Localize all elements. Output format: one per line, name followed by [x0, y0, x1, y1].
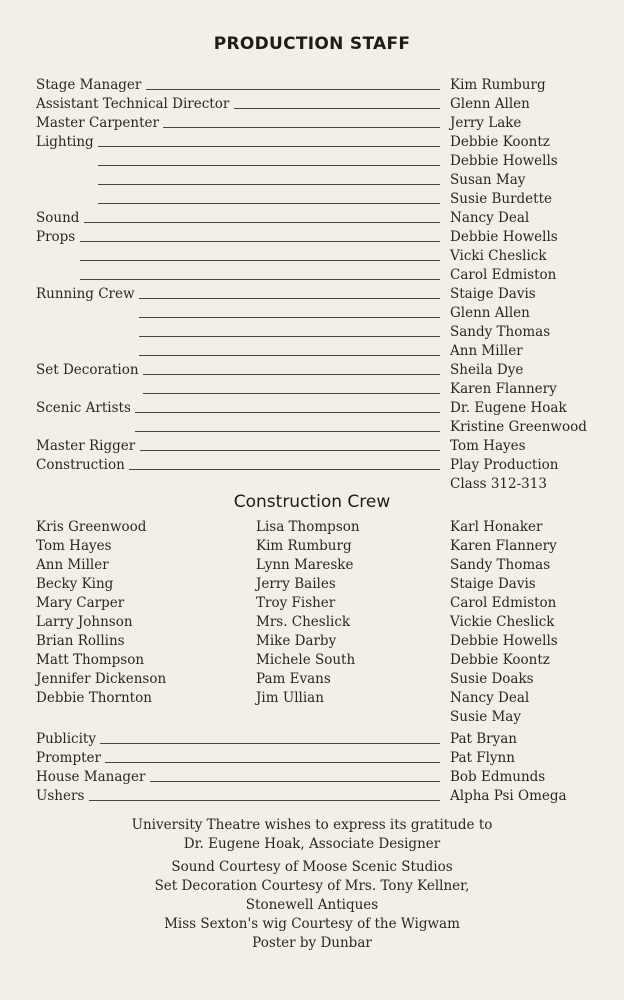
leader-line	[98, 203, 440, 204]
footer-line: Set Decoration Courtesy of Mrs. Tony Kellner,	[154, 878, 470, 894]
staff-role: Assistant Technical Director	[36, 96, 230, 112]
staff-name: Play Production	[450, 457, 559, 473]
crew-member: Debbie Koontz	[450, 652, 550, 668]
crew-member: Ann Miller	[36, 557, 109, 573]
staff-row	[36, 456, 606, 475]
staff-role: Master Carpenter	[36, 115, 159, 131]
crew-member: Debbie Thornton	[36, 690, 152, 706]
staff-name: Sandy Thomas	[450, 324, 551, 340]
leader-line	[140, 450, 440, 451]
crew-member: Susie May	[450, 709, 521, 725]
crew-member: Jerry Bailes	[256, 576, 336, 592]
staff-row	[36, 209, 606, 228]
crew-member: Carol Edmiston	[450, 595, 557, 611]
staff-name: Nancy Deal	[450, 210, 530, 226]
leader-line	[129, 469, 440, 470]
staff-role: Publicity	[36, 731, 96, 747]
leader-line	[80, 241, 440, 242]
staff-name: Vicki Cheslick	[450, 248, 547, 264]
staff-role: Props	[36, 229, 76, 245]
leader-line	[84, 222, 440, 223]
crew-member: Brian Rollins	[36, 633, 125, 649]
staff-row	[36, 730, 606, 749]
crew-member: Lisa Thompson	[256, 519, 360, 535]
staff-name: Dr. Eugene Hoak	[450, 400, 567, 416]
crew-member: Becky King	[36, 576, 114, 592]
crew-member: Michele South	[256, 652, 356, 668]
footer-line: Dr. Eugene Hoak, Associate Designer	[183, 836, 441, 852]
staff-row	[36, 418, 606, 437]
staff-row	[36, 95, 606, 114]
leader-line	[139, 336, 440, 337]
staff-name: Alpha Psi Omega	[450, 788, 567, 804]
crew-row	[36, 613, 606, 632]
crew-row	[36, 556, 606, 575]
leader-line	[98, 165, 440, 166]
crew-member: Pam Evans	[256, 671, 331, 687]
staff-name: Susie Burdette	[450, 191, 553, 207]
staff-name: Debbie Howells	[450, 153, 558, 169]
crew-member: Karl Honaker	[450, 519, 543, 535]
leader-line	[135, 412, 440, 413]
staff-name: Tom Hayes	[450, 438, 526, 454]
footer-line: Sound Courtesy of Moose Scenic Studios	[171, 859, 453, 875]
staff-role: Running Crew	[36, 286, 135, 302]
leader-line	[80, 260, 440, 261]
gratitude-note	[0, 816, 624, 854]
staff-name: Staige Davis	[450, 286, 536, 302]
crew-member: Kris Greenwood	[36, 519, 147, 535]
crew-member: Kim Rumburg	[256, 538, 352, 554]
staff-name: Susan May	[450, 172, 526, 188]
leader-line	[105, 762, 440, 763]
staff-name: Pat Flynn	[450, 750, 515, 766]
leader-line	[146, 89, 440, 90]
staff-row	[36, 768, 606, 787]
crew-member: Tom Hayes	[36, 538, 112, 554]
staff-row	[36, 266, 606, 285]
footer-line: Miss Sexton's wig Courtesy of the Wigwam	[164, 916, 460, 932]
leader-line	[234, 108, 440, 109]
staff-row	[36, 787, 606, 806]
crew-member: Debbie Howells	[450, 633, 558, 649]
leader-line	[150, 781, 440, 782]
footer-line: University Theatre wishes to express its gratitude to	[131, 817, 493, 833]
crew-row	[36, 632, 606, 651]
production-staff-list	[36, 76, 606, 494]
leader-line	[163, 127, 440, 128]
leader-line	[98, 184, 440, 185]
leader-line	[139, 355, 440, 356]
staff-name: Bob Edmunds	[450, 769, 546, 785]
crew-member: Mrs. Cheslick	[256, 614, 351, 630]
staff-name: Debbie Koontz	[450, 134, 550, 150]
staff-row	[36, 749, 606, 768]
staff-row	[36, 171, 606, 190]
staff-role: Construction	[36, 457, 125, 473]
crew-member: Vickie Cheslick	[450, 614, 555, 630]
crew-row	[36, 670, 606, 689]
crew-row	[36, 689, 606, 708]
staff-row	[36, 323, 606, 342]
staff-row	[36, 361, 606, 380]
crew-member: Mary Carper	[36, 595, 125, 611]
staff-role: Lighting	[36, 134, 94, 150]
leader-line	[139, 317, 440, 318]
crew-member: Mike Darby	[256, 633, 337, 649]
leader-line	[89, 800, 440, 801]
front-of-house-list	[36, 730, 606, 806]
credits-block	[0, 858, 624, 953]
crew-member: Sandy Thomas	[450, 557, 551, 573]
staff-name: Ann Miller	[450, 343, 523, 359]
staff-name: Sheila Dye	[450, 362, 524, 378]
footer-line: Poster by Dunbar	[252, 935, 372, 951]
staff-name: Class 312-313	[450, 476, 547, 492]
footer-line: Stonewell Antiques	[245, 897, 379, 913]
crew-member: Jim Ullian	[256, 690, 324, 706]
staff-row	[36, 114, 606, 133]
staff-name: Kim Rumburg	[450, 77, 546, 93]
staff-row	[36, 228, 606, 247]
staff-role: Stage Manager	[36, 77, 142, 93]
staff-role: Ushers	[36, 788, 85, 804]
staff-role: Set Decoration	[36, 362, 139, 378]
staff-row	[36, 399, 606, 418]
crew-member: Susie Doaks	[450, 671, 534, 687]
crew-member: Karen Flannery	[450, 538, 557, 554]
staff-row	[36, 285, 606, 304]
leader-line	[143, 393, 440, 394]
staff-name: Jerry Lake	[450, 115, 522, 131]
staff-row	[36, 133, 606, 152]
staff-row	[36, 152, 606, 171]
staff-name: Pat Bryan	[450, 731, 517, 747]
staff-row	[36, 76, 606, 95]
crew-member: Matt Thompson	[36, 652, 145, 668]
crew-member: Larry Johnson	[36, 614, 133, 630]
staff-name: Karen Flannery	[450, 381, 557, 397]
crew-row	[36, 651, 606, 670]
crew-row	[36, 575, 606, 594]
staff-name: Kristine Greenwood	[450, 419, 587, 435]
crew-row	[36, 537, 606, 556]
leader-line	[135, 431, 440, 432]
crew-row	[36, 708, 606, 727]
staff-row	[36, 342, 606, 361]
staff-role: Prompter	[36, 750, 101, 766]
crew-member: Lynn Mareske	[256, 557, 354, 573]
leader-line	[98, 146, 440, 147]
staff-name: Carol Edmiston	[450, 267, 557, 283]
staff-role: Sound	[36, 210, 80, 226]
staff-name: Glenn Allen	[450, 305, 530, 321]
staff-name: Glenn Allen	[450, 96, 530, 112]
crew-member: Nancy Deal	[450, 690, 530, 706]
staff-row	[36, 380, 606, 399]
leader-line	[139, 298, 440, 299]
leader-line	[143, 374, 440, 375]
construction-crew-title: Construction Crew	[233, 492, 391, 512]
staff-row	[36, 190, 606, 209]
leader-line	[80, 279, 440, 280]
staff-row	[36, 437, 606, 456]
crew-member: Troy Fisher	[256, 595, 336, 611]
staff-role: Master Rigger	[36, 438, 136, 454]
construction-crew-list	[36, 518, 606, 727]
staff-role: House Manager	[36, 769, 146, 785]
crew-member: Jennifer Dickenson	[36, 671, 167, 687]
staff-row	[36, 304, 606, 323]
staff-role: Scenic Artists	[36, 400, 131, 416]
crew-member: Staige Davis	[450, 576, 536, 592]
staff-name: Debbie Howells	[450, 229, 558, 245]
crew-row	[36, 594, 606, 613]
leader-line	[100, 743, 440, 744]
production-staff-title: PRODUCTION STAFF	[213, 34, 411, 54]
crew-row	[36, 518, 606, 537]
staff-row	[36, 247, 606, 266]
